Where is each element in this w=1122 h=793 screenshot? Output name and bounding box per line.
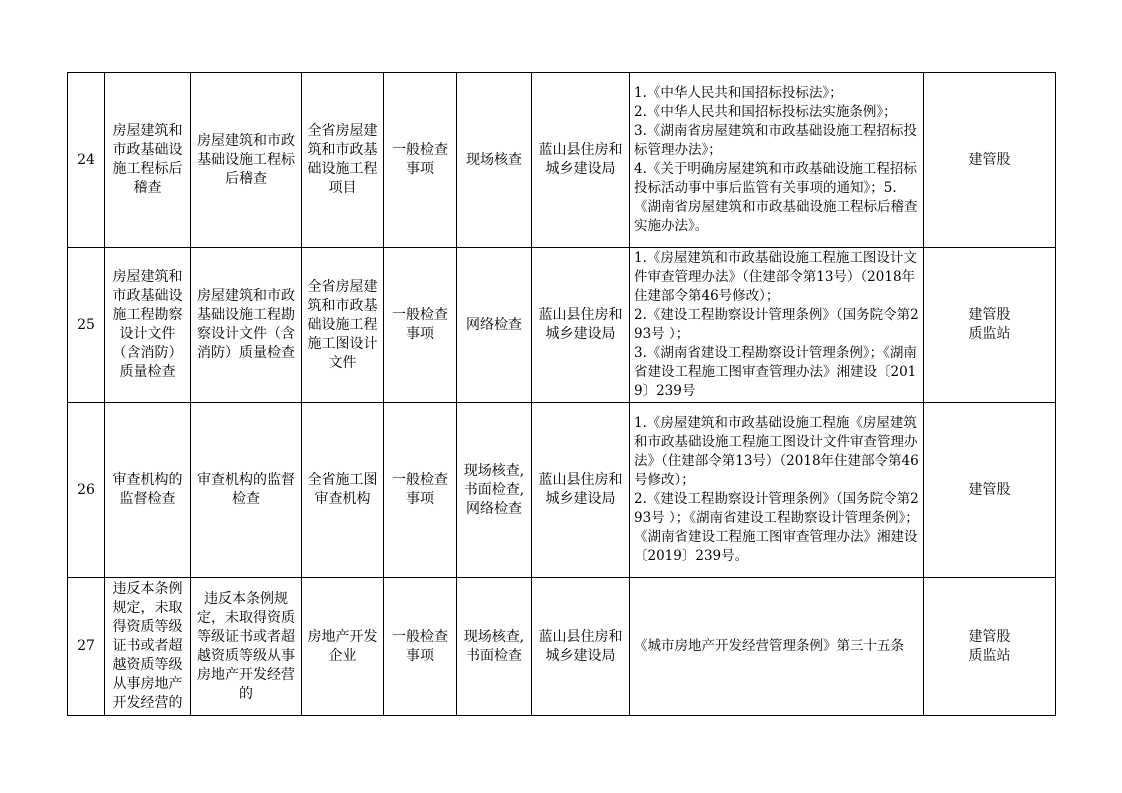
legal-basis: 《城市房地产开发经营管理条例》第三十五条 (630, 578, 924, 716)
check-type: 一般检查事项 (384, 73, 457, 248)
responsible-agency: 蓝山县住房和城乡建设局 (532, 578, 630, 716)
item-name: 房屋建筑和市政基础设施工程标后稽查 (105, 73, 191, 248)
check-method: 现场核查 (457, 73, 532, 248)
responsible-department: 建管股 (924, 403, 1056, 578)
legal-basis: 1.《房屋建筑和市政基础设施工程施《房屋建筑和市政基础设施工程施工图设计文件审查管理办法》（住建部令第13号）（2018年住建部令第46号修改）； 2.《建设工程勘察设计管理条例》（国务院令第293号 ）；《湖南省建设工程勘察设计管理条例》；《湖南省建设工程施工图审查管理办法》湘建设〔2019〕239号。 (630, 403, 924, 578)
row-number: 26 (68, 403, 105, 578)
table-row (68, 248, 1056, 403)
table-row (68, 403, 1056, 578)
item-name: 违反本条例规定，未取得资质等级证书或者超越资质等级从事房地产开发经营的 (105, 578, 191, 716)
row-number: 27 (68, 578, 105, 716)
inspection-items-table (67, 72, 1056, 716)
responsible-department: 建管股 质监站 (924, 578, 1056, 716)
item-name: 审查机构的监督检查 (105, 403, 191, 578)
sub-item: 房屋建筑和市政基础设施工程勘察设计文件（含消防）质量检查 (191, 248, 302, 403)
check-type: 一般检查事项 (384, 248, 457, 403)
check-method: 现场核查, 书面检查 (457, 578, 532, 716)
responsible-agency: 蓝山县住房和城乡建设局 (532, 403, 630, 578)
inspection-target: 全省施工图审查机构 (302, 403, 384, 578)
inspection-target: 全省房屋建筑和市政基础设施工程施工图设计文件 (302, 248, 384, 403)
sub-item: 房屋建筑和市政基础设施工程标后稽查 (191, 73, 302, 248)
inspection-target: 全省房屋建筑和市政基础设施工程项目 (302, 73, 384, 248)
legal-basis: 1.《中华人民共和国招标投标法》； 2.《中华人民共和国招标投标法实施条例》； 3.《湖南省房屋建筑和市政基础设施工程招标投标管理办法》； 4.《关于明确房屋建筑和市政基础设施工程招标投标活动事中事后监管有关事项的通知》；5.《湖南省房屋建筑和市政基础设施工程标后稽查实施办法》。 (630, 73, 924, 248)
item-name: 房屋建筑和市政基础设施工程勘察设计文件（含消防）质量检查 (105, 248, 191, 403)
check-method: 网络检查 (457, 248, 532, 403)
responsible-agency: 蓝山县住房和城乡建设局 (532, 73, 630, 248)
check-method: 现场核查, 书面检查, 网络检查 (457, 403, 532, 578)
responsible-department: 建管股 质监站 (924, 248, 1056, 403)
row-number: 24 (68, 73, 105, 248)
sub-item: 审查机构的监督检查 (191, 403, 302, 578)
responsible-department: 建管股 (924, 73, 1056, 248)
responsible-agency: 蓝山县住房和城乡建设局 (532, 248, 630, 403)
check-type: 一般检查事项 (384, 403, 457, 578)
row-number: 25 (68, 248, 105, 403)
inspection-target: 房地产开发企业 (302, 578, 384, 716)
legal-basis: 1.《房屋建筑和市政基础设施工程施工图设计文件审查管理办法》（住建部令第13号）（2018年住建部令第46号修改）； 2.《建设工程勘察设计管理条例》（国务院令第293号 ）； 3.《湖南省建设工程勘察设计管理条例》；《湖南省建设工程施工图审查管理办法》湘建设〔2019〕239号 (630, 248, 924, 403)
check-type: 一般检查事项 (384, 578, 457, 716)
sub-item: 违反本条例规定，未取得资质等级证书或者超越资质等级从事房地产开发经营的 (191, 578, 302, 716)
table-row (68, 578, 1056, 716)
table-row (68, 73, 1056, 248)
